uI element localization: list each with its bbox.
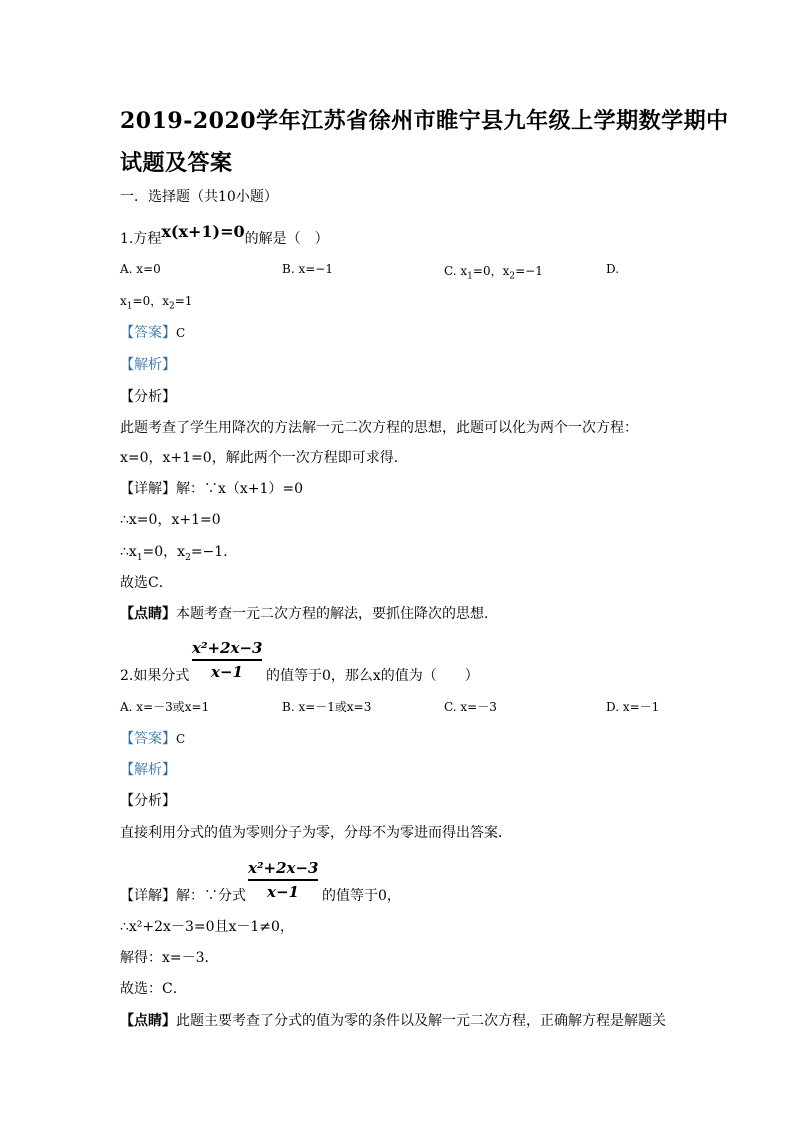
q2-number: 2.如果分式 <box>120 668 190 684</box>
q2-option-d: D. x=－1 <box>606 700 660 714</box>
q2-stem-tail: 的值等于0，那么x的值为（ ） <box>266 668 479 684</box>
q2-detail-fraction-numerator: x²+2x−3 <box>248 859 319 877</box>
q2-fraction <box>192 638 262 682</box>
q2-fraction-numerator: x²+2x−3 <box>192 639 263 657</box>
q2-detail-line4: 故选：C． <box>120 981 187 997</box>
q1-equation: x(x+1)=0 <box>161 222 245 241</box>
q1-fenxi-text1: 此题考查了学生用降次的方法解一元二次方程的思想，此题可以化为两个一次方程： <box>120 420 638 436</box>
q1-detail-line2: ∴x=0，x+1=0 <box>120 512 221 528</box>
q2-option-b: B. x=－1或x=3 <box>282 700 372 714</box>
q2-fenxi-label: 【分析】 <box>120 793 176 809</box>
q1-number: 1.方程 <box>120 231 162 247</box>
q2-analysis-label: 【解析】 <box>120 762 176 778</box>
q2-detail-fraction <box>248 858 318 902</box>
q2-detail-fraction-denominator: x−1 <box>267 882 299 901</box>
q1-analysis-label: 【解析】 <box>120 357 176 373</box>
q1-stem <box>120 222 329 248</box>
page-title-line1: 2019-2020学年江苏省徐州市睢宁县九年级上学期数学期中 <box>120 108 729 134</box>
q1-option-d: D. <box>606 262 620 276</box>
q2-detail-line2: ∴x²+2x－3=0且x－1≠0， <box>120 919 294 935</box>
q1-fenxi-label: 【分析】 <box>120 389 176 405</box>
q2-detail-fraction-bar <box>248 879 318 881</box>
q2-fraction-bar <box>192 659 262 661</box>
q2-option-a: A. x=－3或x=1 <box>120 700 210 714</box>
page-title-line2: 试题及答案 <box>120 150 233 176</box>
q2-option-c: C. x=－3 <box>444 700 497 714</box>
q1-fenxi-text2: x=0，x+1=0，解此两个一次方程即可求得． <box>120 450 408 466</box>
q2-comment: 【点睛】此题主要考查了分式的值为零的条件以及解一元二次方程，正确解方程是解题关 <box>120 1013 666 1029</box>
q1-answer: 【答案】C <box>120 325 186 341</box>
q2-fenxi-text: 直接利用分式的值为零则分子为零，分母不为零进而得出答案． <box>120 825 512 841</box>
q2-detail-line1-pre: 【详解】解：∵分式 <box>120 888 246 904</box>
q1-detail-line1: 【详解】解：∵x（x+1）=0 <box>120 481 304 497</box>
q1-option-d-content: $x_1=0$，$x_2=1$ <box>120 294 193 312</box>
q1-detail-line4: 故选C． <box>120 575 173 591</box>
q2-answer: 【答案】C <box>120 731 186 747</box>
q2-fraction-denominator: x−1 <box>211 662 243 681</box>
section-heading: 一．选择题（共10小题） <box>120 189 278 205</box>
q1-detail-line3: $\therefore x_1=0$，$x_2=-1$． <box>120 544 238 563</box>
q1-option-b: B. x=−1 <box>282 262 333 276</box>
q1-comment: 【点睛】本题考查一元二次方程的解法，要抓住降次的思想． <box>120 606 498 622</box>
q1-option-c: C. $x_1=0$，$x_2=-1$ <box>444 264 543 282</box>
q2-detail-line3: 解得：x=－3． <box>120 950 219 966</box>
q1-stem-tail: 的解是（ ） <box>244 231 329 247</box>
q2-detail-line1-post: 的值等于0， <box>322 888 401 904</box>
q1-option-a: A. x=0 <box>120 262 161 276</box>
